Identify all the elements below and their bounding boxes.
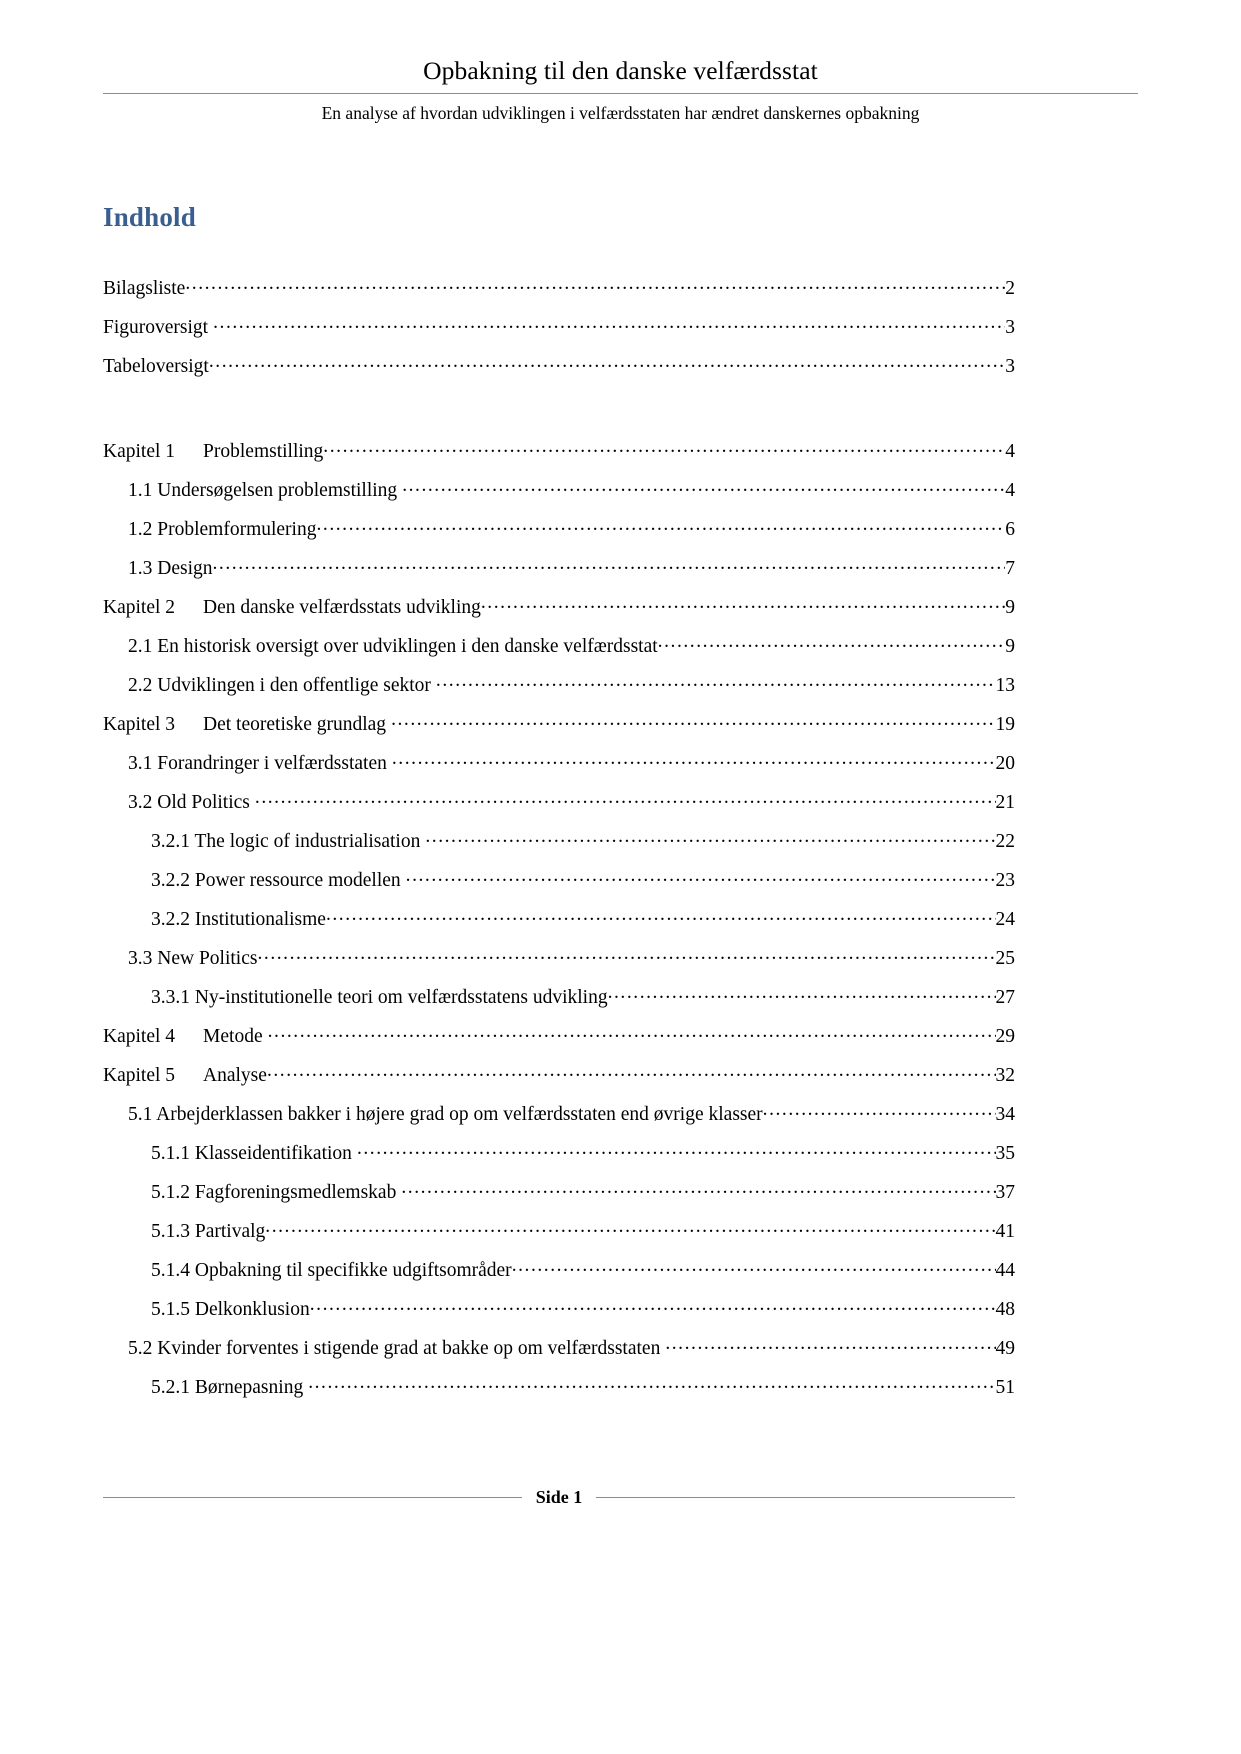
toc-entry-label: Metode [203,1025,263,1047]
toc-entry-number: Kapitel 4 [103,1025,176,1047]
toc-dot-leader [316,515,1005,535]
toc-entry-label: Analyse [203,1064,267,1086]
toc-entry-page-number: 7 [1005,557,1015,579]
toc-entry[interactable] [103,1373,1015,1412]
toc-entry-page-number: 48 [995,1298,1015,1320]
toc-entry[interactable] [103,710,1015,749]
toc-dot-leader [213,554,1006,574]
toc-dot-leader [185,274,1005,294]
document-title: Opbakning til den danske velfærdsstat [423,56,818,85]
toc-dot-leader [436,671,996,691]
toc-dot-leader [323,437,1005,457]
toc-dot-leader [608,983,996,1003]
toc-dot-leader [213,313,1005,333]
toc-entry-label: 5.1 Arbejderklassen bakker i højere grad op om velfærdsstaten end øvrige klasser [128,1103,763,1125]
toc-dot-leader [763,1100,996,1120]
page-footer [103,1487,1015,1508]
toc-entry-label: 3.3.1 Ny-institutionelle teori om velfærdsstatens udvikling [151,986,608,1008]
toc-entry-label: 5.1.5 Delkonklusion [151,1298,310,1320]
toc-entry-label: 1.1 Undersøgelsen problemstilling [128,479,398,501]
toc-entry-page-number: 2 [1005,277,1015,299]
toc-entry-page-number: 4 [1005,440,1015,462]
toc-entry-page-number: 19 [995,713,1015,735]
toc-entry[interactable] [103,632,1015,671]
toc-entry-number: Kapitel 5 [103,1064,176,1086]
toc-entry[interactable] [103,1334,1015,1373]
toc-entry[interactable] [103,749,1015,788]
toc-entry-label: Det teoretiske grundlag [203,713,387,735]
toc-entry[interactable] [103,352,1015,391]
toc-entry[interactable] [103,437,1015,476]
toc-entry[interactable] [103,313,1015,352]
toc-entry-page-number: 24 [995,908,1015,930]
toc-entry-number: Kapitel 1 [103,440,176,462]
toc-entry[interactable] [103,1022,1015,1061]
toc-entry-page-number: 27 [995,986,1015,1008]
toc-entry-label: 3.2.1 The logic of industrialisation [151,830,421,852]
toc-entry-number: Kapitel 2 [103,596,176,618]
toc-entry-page-number: 3 [1005,355,1015,377]
toc-entry[interactable] [103,788,1015,827]
toc-entry[interactable] [103,1178,1015,1217]
toc-entry-page-number: 37 [995,1181,1015,1203]
toc-entry-label: 5.1.1 Klasseidentifikation [151,1142,352,1164]
toc-entry-page-number: 51 [995,1376,1015,1398]
toc-entry-page-number: 35 [995,1142,1015,1164]
toc-entry-page-number: 3 [1005,316,1015,338]
toc-entry[interactable] [103,274,1015,313]
toc-entry-page-number: 13 [995,674,1015,696]
toc-dot-leader [658,632,1006,652]
toc-entry-label: 3.2 Old Politics [128,791,250,813]
toc-entry-label: Figuroversigt [103,316,209,338]
toc-entry-label: 3.1 Forandringer i velfærdsstaten [128,752,387,774]
toc-dot-leader [267,1061,996,1081]
page-number-label: Side 1 [535,1487,583,1507]
toc-entry-label: Bilagsliste [103,277,186,299]
toc-entry-page-number: 34 [995,1103,1015,1125]
toc-entry-page-number: 21 [995,791,1015,813]
toc-dot-leader [665,1334,995,1354]
toc-entry-page-number: 22 [995,830,1015,852]
toc-entry-label: 2.2 Udviklingen i den offentlige sektor [128,674,431,696]
toc-dot-leader [481,593,1005,613]
toc-dot-leader [512,1256,996,1276]
toc-entry-label: Den danske velfærdsstats udvikling [203,596,481,618]
toc-entry-label: 3.2.2 Institutionalisme [151,908,326,930]
toc-dot-leader [392,749,996,769]
toc-entry-label: 3.3 New Politics [128,947,258,969]
toc-entry-page-number: 9 [1005,635,1015,657]
toc-dot-leader [209,352,1005,372]
table-of-contents [103,274,1015,1412]
toc-entry-page-number: 41 [995,1220,1015,1242]
toc-entry[interactable] [103,1256,1015,1295]
toc-entry[interactable] [103,1139,1015,1178]
toc-dot-leader [308,1373,995,1393]
document-subtitle: En analyse af hvordan udviklingen i velfærdsstaten har ændret danskernes opbakning [321,103,920,124]
toc-dot-leader [406,866,996,886]
toc-heading: Indhold [103,202,196,232]
toc-dot-leader [265,1217,995,1237]
toc-dot-leader [257,944,995,964]
page-header [0,0,1241,124]
toc-entry-label: 5.1.3 Partivalg [151,1220,266,1242]
toc-entry[interactable] [103,671,1015,710]
toc-entry-label: 5.1.4 Opbakning til specifikke udgiftsområder [151,1259,512,1281]
toc-dot-leader [425,827,995,847]
toc-entry[interactable] [103,593,1015,632]
toc-entry[interactable] [103,515,1015,554]
toc-entry-label: Tabeloversigt [103,355,209,377]
toc-entry[interactable] [103,866,1015,905]
toc-entry-label: 1.3 Design [128,557,213,579]
toc-entry-page-number: 20 [995,752,1015,774]
toc-entry[interactable] [103,1100,1015,1139]
toc-dot-leader [310,1295,996,1315]
toc-entry[interactable] [103,1061,1015,1100]
toc-entry-label: 3.2.2 Power ressource modellen [151,869,401,891]
toc-entry[interactable] [103,1217,1015,1256]
toc-entry-page-number: 9 [1005,596,1015,618]
toc-entry[interactable] [103,905,1015,944]
toc-entry[interactable] [103,554,1015,593]
toc-entry-page-number: 49 [995,1337,1015,1359]
toc-entry-page-number: 6 [1005,518,1015,540]
toc-entry-page-number: 32 [995,1064,1015,1086]
toc-entry[interactable] [103,827,1015,866]
toc-dot-leader [401,1178,995,1198]
toc-entry-label: 5.2 Kvinder forventes i stigende grad at bakke op om velfærdsstaten [128,1337,661,1359]
toc-entry-label: 5.2.1 Børnepasning [151,1376,304,1398]
toc-entry-label: 1.2 Problemformulering [128,518,317,540]
toc-entry[interactable] [103,944,1015,983]
toc-dot-leader [255,788,996,808]
toc-dot-leader [268,1022,996,1042]
toc-entry-label: Problemstilling [203,440,324,462]
toc-dot-leader [326,905,996,925]
toc-entry-label: 5.1.2 Fagforeningsmedlemskab [151,1181,397,1203]
toc-entry-page-number: 44 [995,1259,1015,1281]
footer-divider-right [596,1497,1015,1498]
toc-entry[interactable] [103,476,1015,515]
toc-entry-page-number: 25 [995,947,1015,969]
toc-dot-leader [391,710,995,730]
toc-dot-leader [357,1139,996,1159]
toc-entry-page-number: 29 [995,1025,1015,1047]
toc-entry-number: Kapitel 3 [103,713,176,735]
toc-entry-label: 2.1 En historisk oversigt over udviklingen i den danske velfærdsstat [128,635,658,657]
toc-entry[interactable] [103,983,1015,1022]
footer-divider-left [103,1497,522,1498]
toc-entry-page-number: 23 [995,869,1015,891]
toc-entry-page-number: 4 [1005,479,1015,501]
toc-dot-leader [402,476,1005,496]
toc-entry[interactable] [103,1295,1015,1334]
